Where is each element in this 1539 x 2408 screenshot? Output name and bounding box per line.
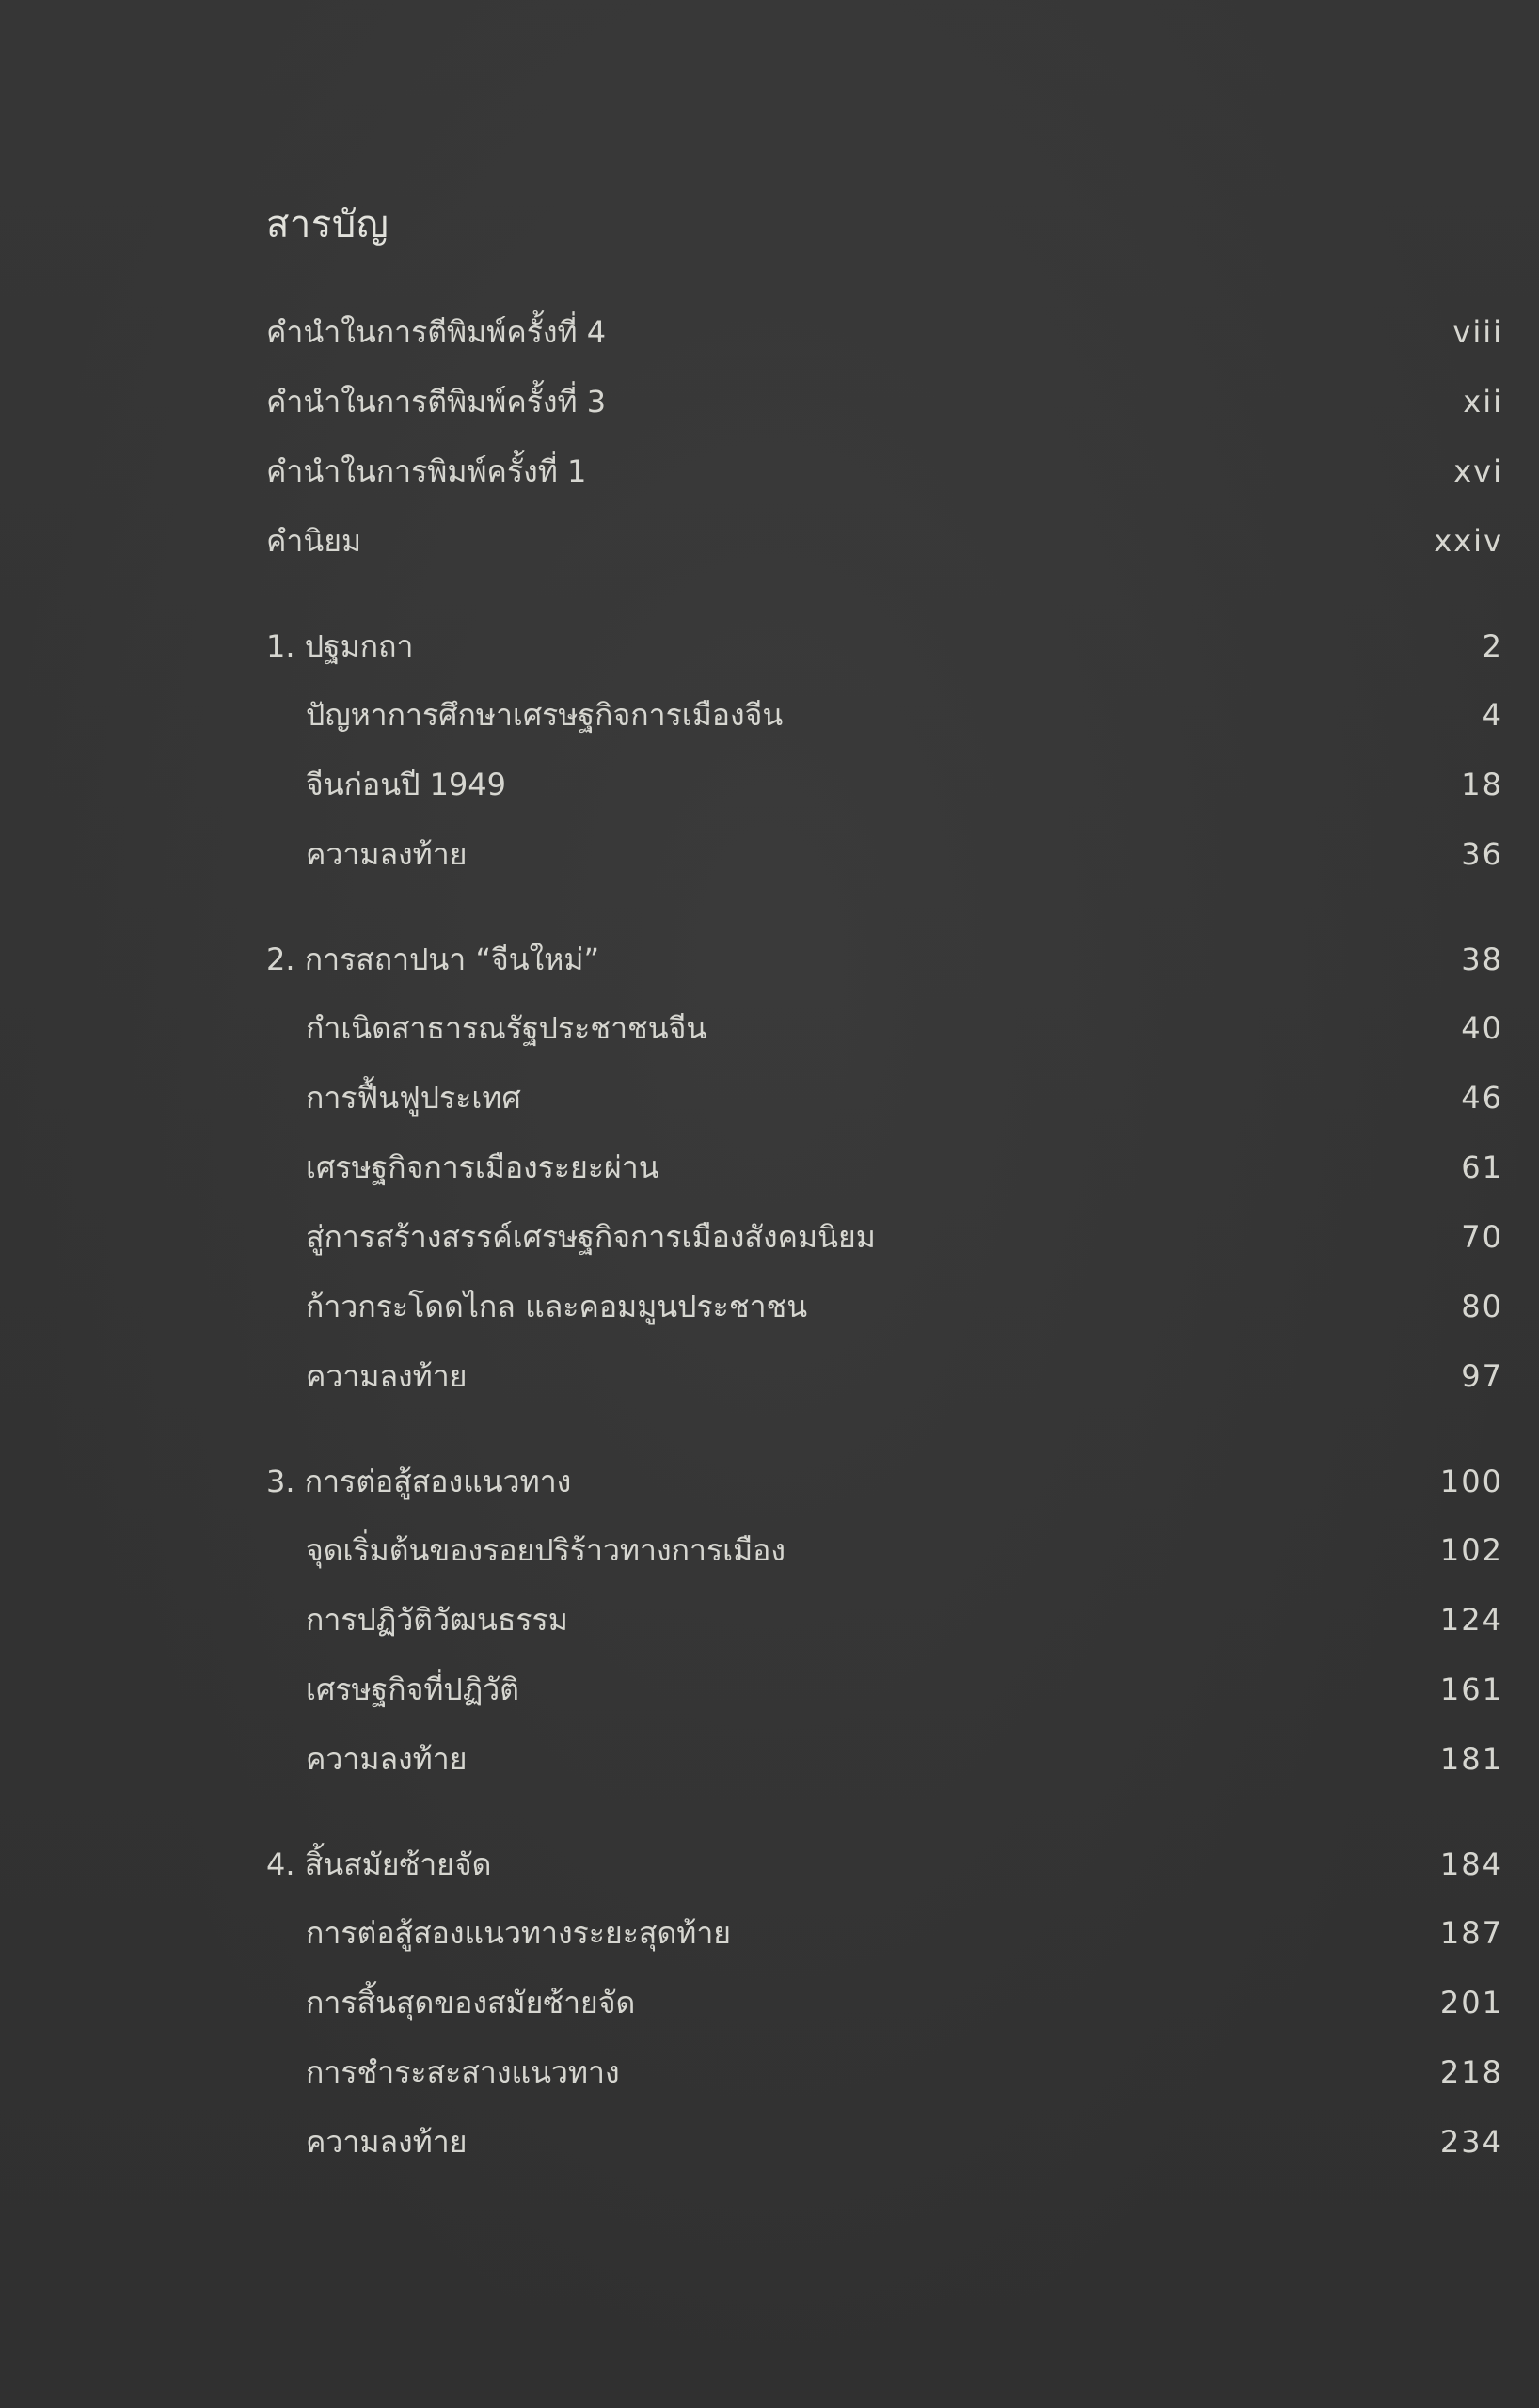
toc-section [306,1139,1503,1196]
toc-section-page: 36 [1461,836,1503,872]
toc-section [306,756,1503,813]
toc-section-page: 102 [1439,1532,1503,1568]
toc-section-label: ก้าวกระโดดไกล และคอมมูนประชาชน [306,1288,808,1324]
toc-entry-label: คำนำในการตีพิมพ์ครั้งที่ 4 [266,313,607,350]
toc-section-page: 18 [1461,767,1503,802]
toc-entry-page: xxiv [1434,523,1503,559]
toc-section [306,826,1503,882]
toc-section [306,1905,1503,1961]
toc-chapter-label: 2. การสถาปนา “จีนใหม่” [266,941,600,977]
toc-chapter-4 [266,1836,1503,1893]
toc-section-page: 61 [1461,1149,1503,1185]
toc-section-label: เศรษฐกิจที่ปฏิวัติ [306,1671,519,1707]
toc-chapter-1 [266,618,1503,674]
toc-section-page: 97 [1461,1358,1503,1394]
toc-section-page: 46 [1461,1080,1503,1116]
toc-chapter-page: 2 [1482,628,1503,664]
toc-section [306,1974,1503,2031]
toc-section-label: จีนก่อนปี 1949 [306,766,507,802]
toc-section-page: 201 [1439,1985,1503,2020]
toc-chapter-label: 4. สิ้นสมัยซ้ายจัด [266,1846,492,1882]
toc-section-label: การสิ้นสุดของสมัยซ้ายจัด [306,1984,636,2020]
toc-section-page: 80 [1461,1289,1503,1324]
toc-section-page: 161 [1439,1671,1503,1707]
toc-entry-front-matter [266,513,1503,569]
toc-entry-front-matter [266,443,1503,499]
toc-section-label: กำเนิดสาธารณรัฐประชาชนจีน [306,1009,707,1046]
toc-section [306,1069,1503,1126]
toc-section-label: ความลงท้าย [306,1740,468,1777]
toc-section-page: 70 [1461,1219,1503,1255]
toc-section [306,1348,1503,1404]
toc-entry-page: viii [1452,314,1503,350]
toc-section-page: 181 [1439,1741,1503,1777]
toc-section-label: เศรษฐกิจการเมืองระยะผ่าน [306,1149,659,1185]
toc-section-page: 40 [1461,1010,1503,1046]
toc-chapter-2 [266,931,1503,988]
toc-section-label: การปฏิวัติวัฒนธรรม [306,1601,568,1638]
toc-section-label: การฟื้นฟูประเทศ [306,1079,521,1116]
toc-section-page: 218 [1439,2054,1503,2090]
toc-chapter-page: 38 [1461,942,1503,977]
toc-chapter-3 [266,1453,1503,1510]
toc-section [306,1522,1503,1578]
toc-section-label: การต่อสู้สองแนวทางระยะสุดท้าย [306,1914,732,1951]
toc-chapter-page: 100 [1439,1464,1503,1499]
toc-section [306,1661,1503,1718]
toc-entry-page: xvi [1453,453,1503,489]
toc-section-label: ความลงท้าย [306,835,468,872]
toc-entry-page: xii [1463,384,1503,420]
toc-section-label: สู่การสร้างสรรค์เศรษฐกิจการเมืองสังคมนิยม [306,1218,876,1255]
toc-chapter-label: 1. ปฐมกถา [266,627,414,664]
toc-section [306,687,1503,743]
toc-section-label: ความลงท้าย [306,1357,468,1394]
toc-section [306,2044,1503,2100]
toc-entry-front-matter [266,304,1503,360]
toc-section-page: 187 [1439,1915,1503,1951]
toc-section-page: 4 [1482,697,1503,733]
toc-section-page: 234 [1439,2124,1503,2160]
toc-section [306,1592,1503,1648]
toc-section [306,1731,1503,1787]
toc-section [306,1209,1503,1265]
toc-section [306,2114,1503,2170]
toc-entry-label: คำนำในการพิมพ์ครั้งที่ 1 [266,452,587,489]
toc-section-label: การชำระสะสางแนวทาง [306,2053,620,2090]
page-title: สารบัญ [266,203,389,246]
toc-entry-front-matter [266,373,1503,430]
toc-section [306,1278,1503,1335]
toc-section-label: ปัญหาการศึกษาเศรษฐกิจการเมืองจีน [306,696,784,733]
toc-entry-label: คำนำในการตีพิมพ์ครั้งที่ 3 [266,383,607,420]
toc-section-page: 124 [1439,1602,1503,1638]
toc-section-label: จุดเริ่มต้นของรอยปริร้าวทางการเมือง [306,1531,785,1568]
toc-section [306,1000,1503,1056]
toc-chapter-page: 184 [1439,1846,1503,1882]
toc-section-label: ความลงท้าย [306,2123,468,2160]
toc-chapter-label: 3. การต่อสู้สองแนวทาง [266,1463,572,1499]
toc-entry-label: คำนิยม [266,522,362,559]
